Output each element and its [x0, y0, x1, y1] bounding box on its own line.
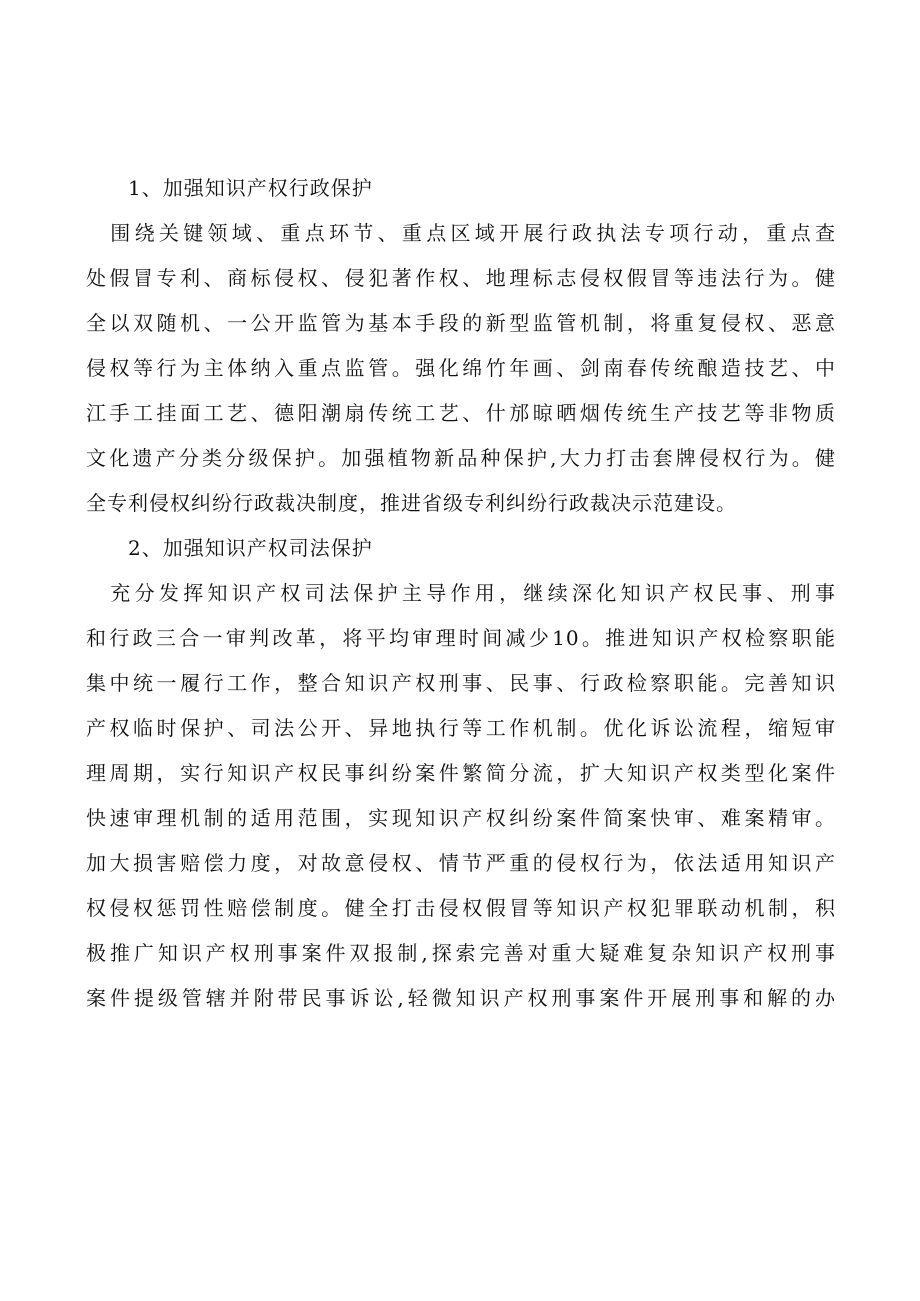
paragraph-line: 充分发挥知识产权司法保护主导作用，继续深化知识产权民事、刑事	[86, 581, 836, 605]
paragraph-line: 处假冒专利、商标侵权、侵犯著作权、地理标志侵权假冒等违法行为。健	[86, 266, 836, 290]
section-2-heading: 2、加强知识产权司法保护	[128, 536, 373, 560]
paragraph-line: 产权临时保护、司法公开、异地执行等工作机制。优化诉讼流程，缩短审	[86, 716, 836, 740]
paragraph-line: 极推广知识产权刑事案件双报制,探索完善对重大疑难复杂知识产权刑事	[86, 941, 836, 965]
paragraph-line: 江手工挂面工艺、德阳潮扇传统工艺、什邡晾晒烟传统生产技艺等非物质	[86, 401, 836, 425]
document-page	[86, 170, 836, 1025]
paragraph-line: 案件提级管辖并附带民事诉讼,轻微知识产权刑事案件开展刑事和解的办	[86, 986, 836, 1010]
section-1-heading: 1、加强知识产权行政保护	[128, 176, 373, 200]
paragraph-line: 和行政三合一审判改革，将平均审理时间减少10。推进知识产权检察职能	[86, 626, 836, 650]
paragraph-line: 加大损害赔偿力度，对故意侵权、情节严重的侵权行为，依法适用知识产	[86, 851, 836, 875]
paragraph-line: 集中统一履行工作，整合知识产权刑事、民事、行政检察职能。完善知识	[86, 671, 836, 695]
paragraph-line: 全以双随机、一公开监管为基本手段的新型监管机制，将重复侵权、恶意	[86, 311, 836, 335]
paragraph-line: 侵权等行为主体纳入重点监管。强化绵竹年画、剑南春传统酿造技艺、中	[86, 356, 836, 380]
paragraph-line: 文化遗产分类分级保护。加强植物新品种保护,大力打击套牌侵权行为。健	[86, 446, 836, 470]
paragraph-line: 权侵权惩罚性赔偿制度。健全打击侵权假冒等知识产权犯罪联动机制，积	[86, 896, 836, 920]
paragraph-line: 快速审理机制的适用范围，实现知识产权纠纷案件简案快审、难案精审。	[86, 806, 836, 830]
section-1-paragraph	[86, 215, 836, 530]
paragraph-line: 全专利侵权纠纷行政裁决制度，推进省级专利纠纷行政裁决示范建设。	[86, 491, 737, 515]
paragraph-line: 围绕关键领域、重点环节、重点区域开展行政执法专项行动，重点查	[86, 221, 836, 245]
section-2-paragraph	[86, 575, 836, 1025]
paragraph-line: 理周期，实行知识产权民事纠纷案件繁简分流，扩大知识产权类型化案件	[86, 761, 836, 785]
